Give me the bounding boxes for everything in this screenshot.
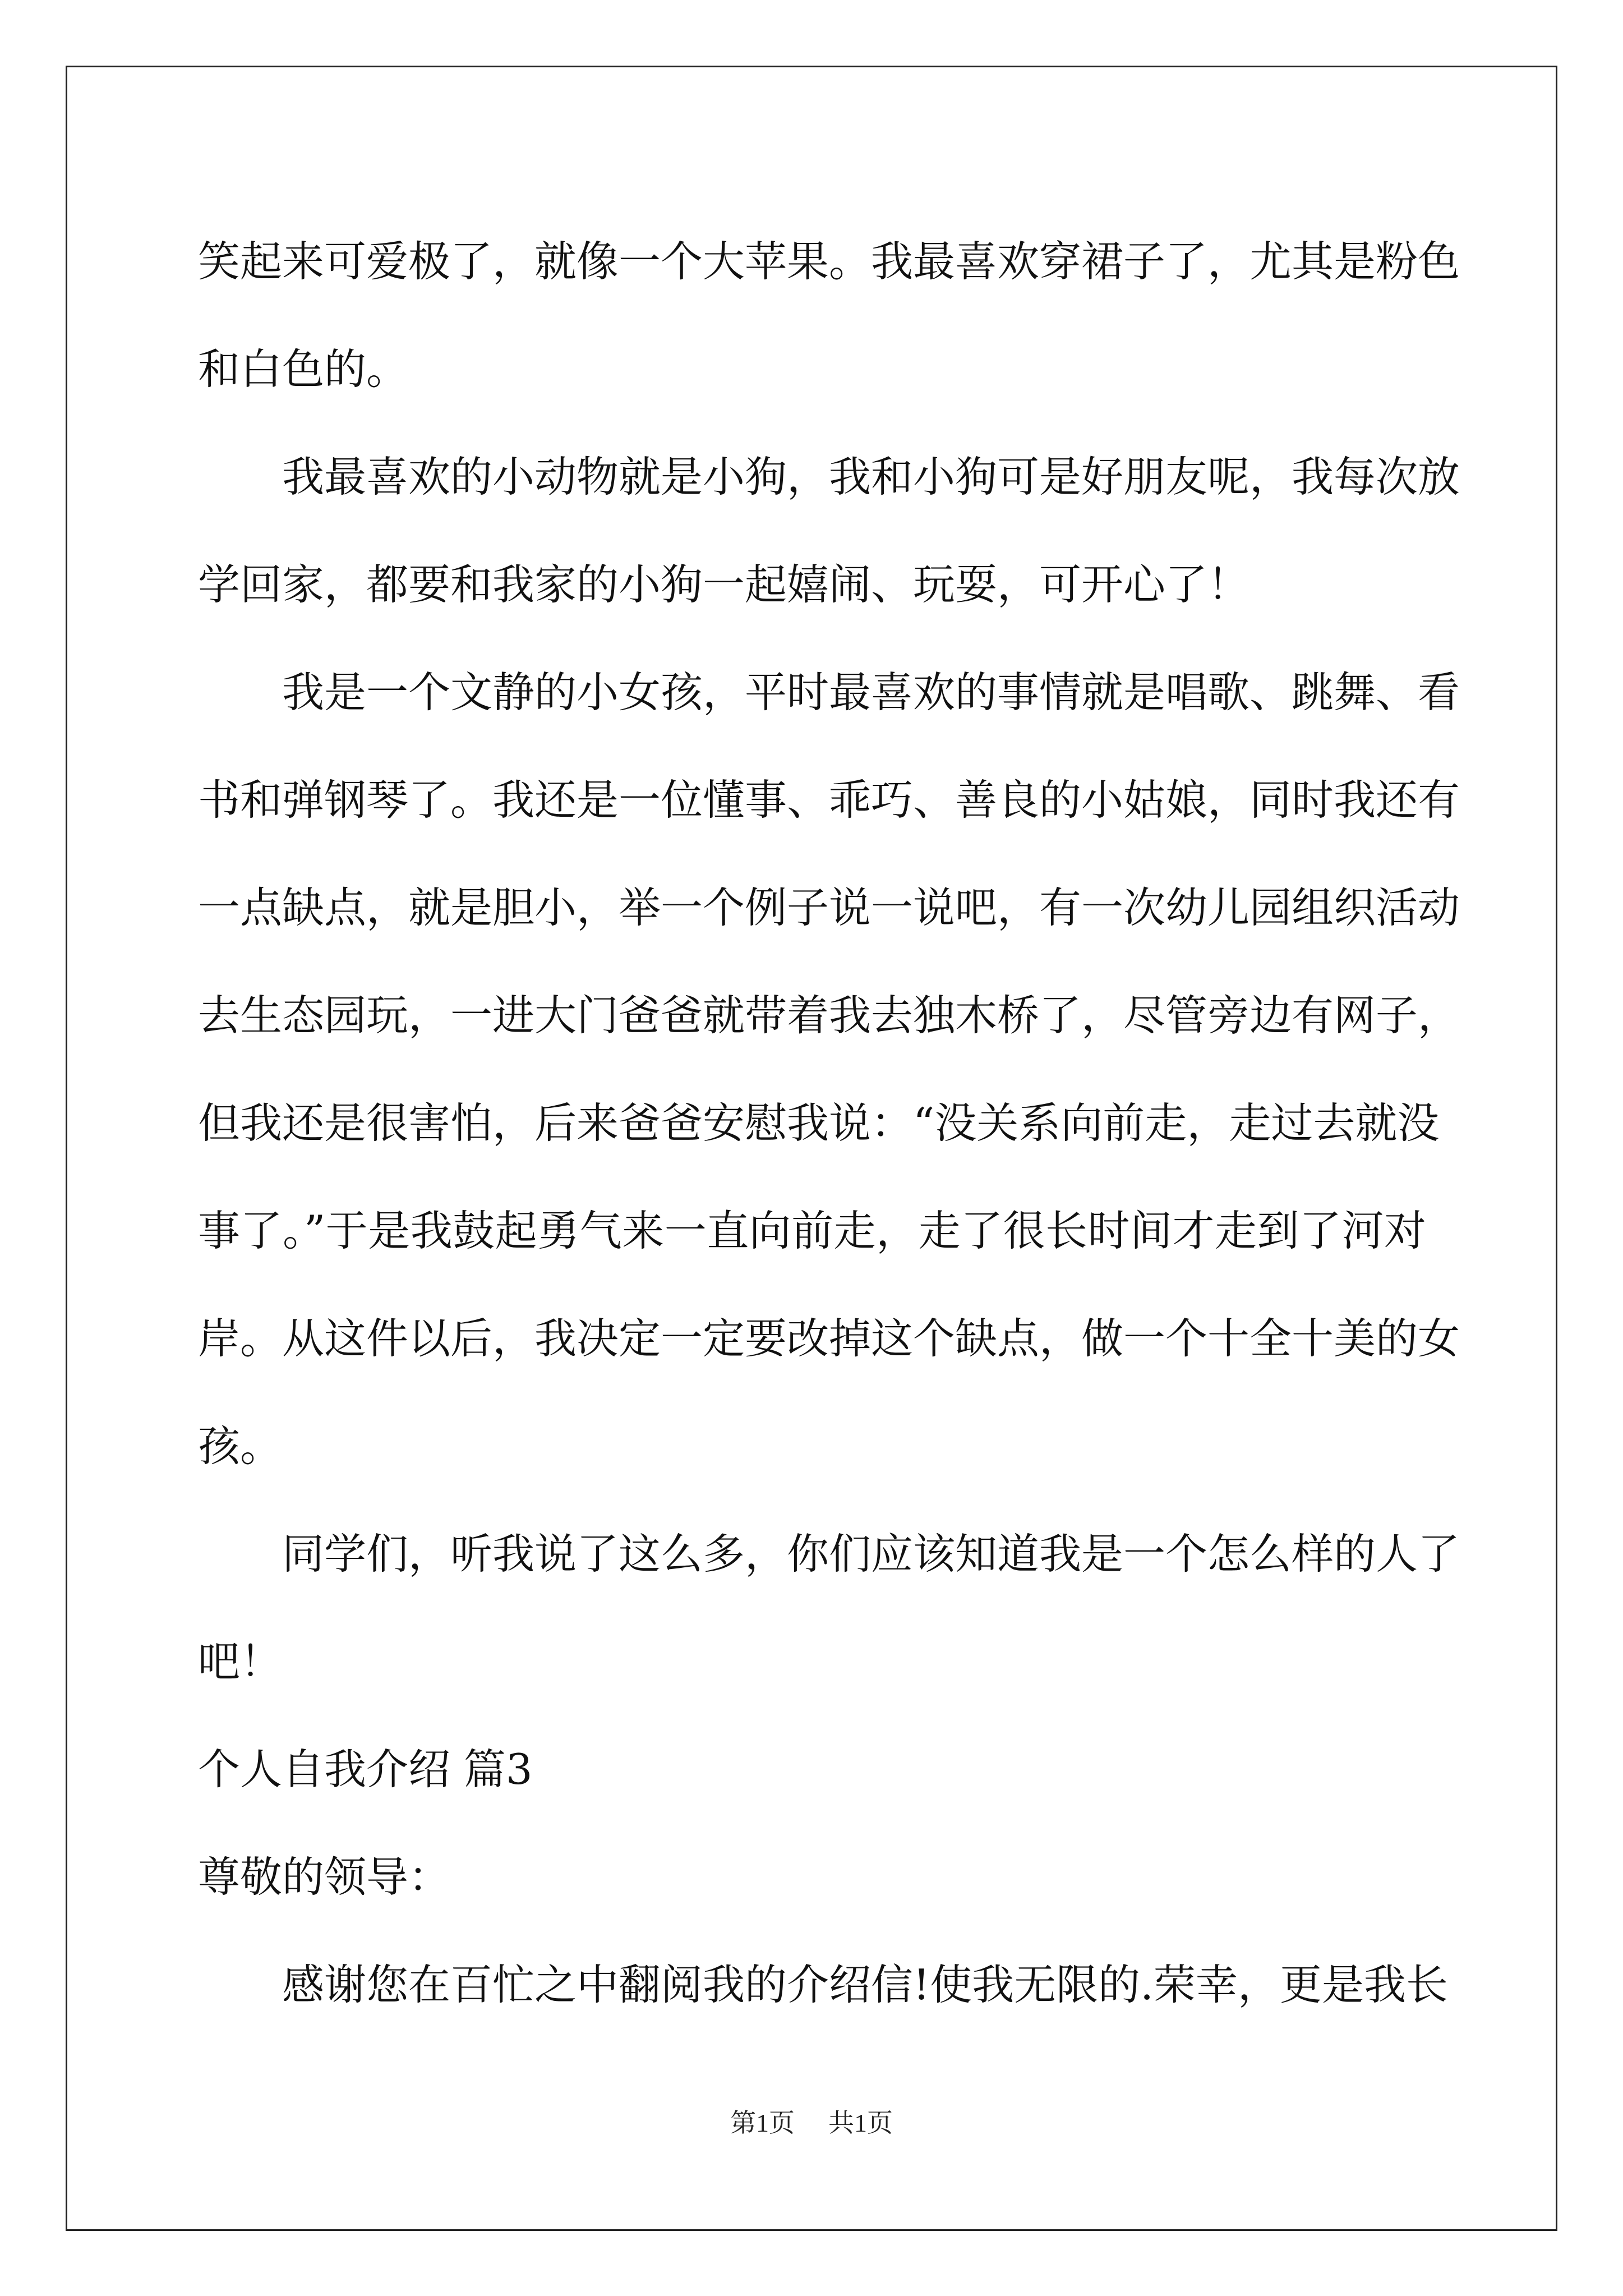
body-line: 书和弹钢琴了。我还是一位懂事、乖巧、善良的小姑娘，同时我还有 xyxy=(198,775,1460,825)
paragraph-first-line: 我最喜欢的小动物就是小狗，我和小狗可是好朋友呢，我每次放 xyxy=(282,452,1460,501)
body-line: 去生态园玩，一进大门爸爸就带着我去独木桥了，尽管旁边有网子， xyxy=(198,991,1460,1040)
body-line: 学回家，都要和我家的小狗一起嬉闹、玩耍，可开心了！ xyxy=(198,560,1250,609)
body-line: 和白色的。 xyxy=(198,344,409,394)
document-body xyxy=(198,208,1460,2039)
body-line: 笑起来可爱极了，就像一个大苹果。我最喜欢穿裙子了，尤其是粉色 xyxy=(198,237,1460,286)
body-line: 岸。从这件以后，我决定一定要改掉这个缺点，做一个十全十美的女 xyxy=(198,1314,1460,1363)
page-footer xyxy=(0,2106,1623,2140)
body-line: 事了。”于是我鼓起勇气来一直向前走，走了很长时间才走到了河对 xyxy=(198,1206,1426,1255)
page-number-current: 第1页 xyxy=(730,2109,795,2137)
section-heading: 个人自我介绍 篇3 xyxy=(198,1745,533,1794)
paragraph-first-line: 感谢您在百忙之中翻阅我的介绍信!使我无限的.荣幸，更是我长 xyxy=(282,1960,1448,2009)
body-line: 孩。 xyxy=(198,1421,283,1471)
body-line: 但我还是很害怕，后来爸爸安慰我说：“没关系向前走，走过去就没 xyxy=(198,1098,1440,1148)
salutation: 尊敬的领导： xyxy=(198,1852,451,1902)
paragraph-first-line: 同学们，听我说了这么多，你们应该知道我是一个怎么样的人了 xyxy=(282,1529,1460,1579)
page-number-total: 共1页 xyxy=(828,2109,893,2137)
body-line: 一点缺点，就是胆小，举一个例子说一说吧，有一次幼儿园组织活动 xyxy=(198,883,1460,932)
body-line: 吧！ xyxy=(198,1637,283,1686)
paragraph-first-line: 我是一个文静的小女孩，平时最喜欢的事情就是唱歌、跳舞、看 xyxy=(282,668,1460,717)
